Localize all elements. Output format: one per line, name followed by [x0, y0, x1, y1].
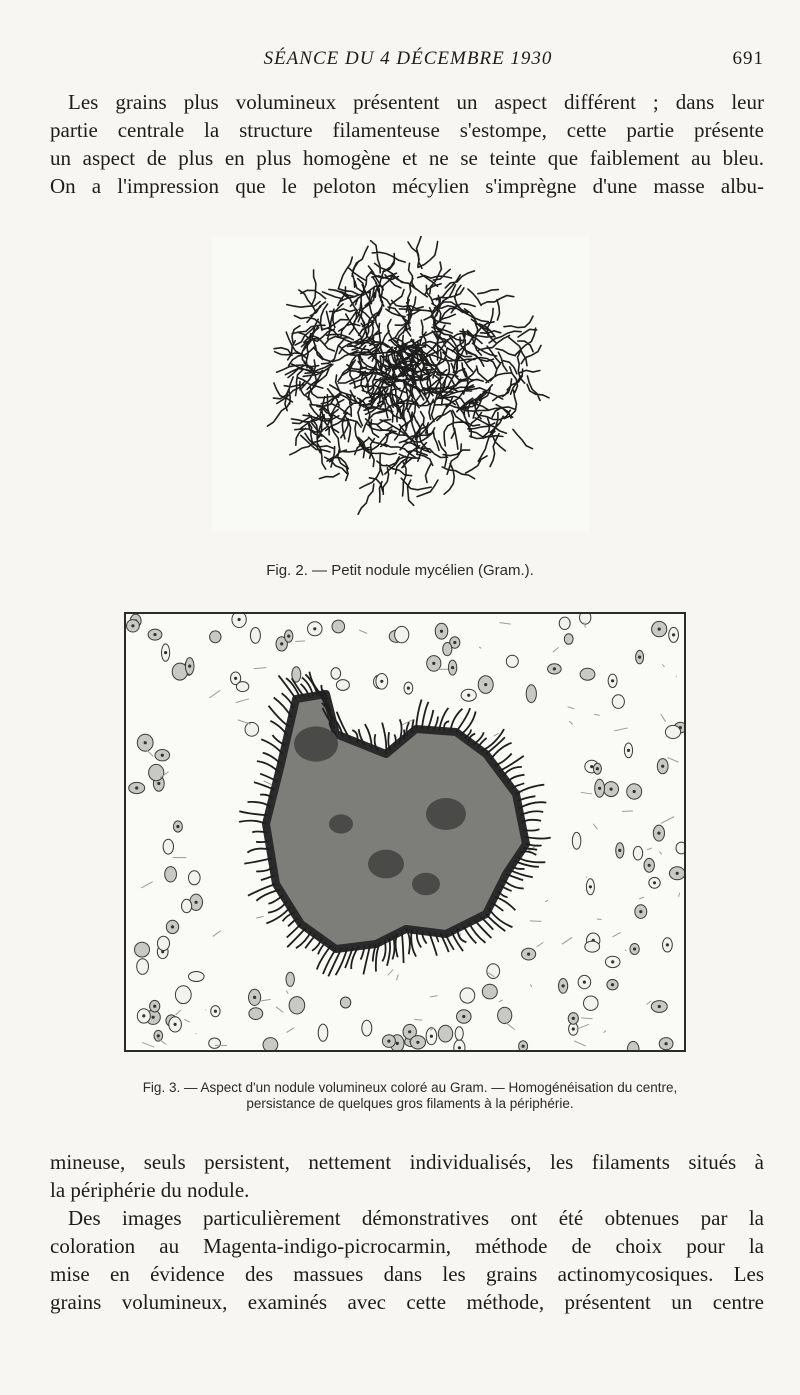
text-line: coloration au Magenta-indigo-picrocarmin, méthode de choix pour la: [50, 1234, 764, 1258]
running-title: SÉANCE DU 4 DÉCEMBRE 1930: [263, 48, 553, 69]
text-line: la périphérie du nodule.: [50, 1178, 250, 1202]
stained-nodule-micrograph: [126, 614, 684, 1050]
paragraph-bottom: [50, 1148, 764, 1316]
text-line: On a l'impression que le peloton mécylien s'imprègne d'une masse albu-: [50, 174, 764, 198]
dark-patch: [426, 798, 466, 830]
caption-line: Fig. 3. — Aspect d'un nodule volumineux coloré au Gram. — Homogénéisation du centre,: [142, 1080, 678, 1095]
figure-2-image: [212, 236, 590, 532]
page-number: 691: [732, 48, 764, 69]
figure-3-caption: [100, 1080, 720, 1112]
dark-patch: [412, 873, 440, 895]
text-line: Les grains plus volumineux présentent un aspect différent ; dans leur: [68, 90, 764, 114]
mycelial-nodule-drawing: [212, 236, 590, 532]
page-header: [52, 48, 764, 74]
dark-patch: [368, 850, 404, 879]
mycelium-filaments: [268, 236, 550, 514]
caption-line: persistance de quelques gros filaments à la périphérie.: [246, 1096, 574, 1111]
paragraph-top: [50, 88, 764, 200]
text-line: mineuse, seuls persistent, nettement individualisés, les filaments situés à: [50, 1150, 764, 1174]
dark-patch: [329, 814, 353, 833]
figure-3-image: [124, 612, 686, 1052]
dark-patch: [294, 726, 338, 761]
text-line: partie centrale la structure filamenteuse s'estompe, cette partie présente: [50, 118, 764, 142]
text-line: Des images particulièrement démonstratives ont été obtenues par la: [68, 1206, 764, 1230]
text-line: grains volumineux, examinés avec cette méthode, présentent un centre: [50, 1290, 764, 1314]
text-line: un aspect de plus en plus homogène et ne se teinte que faiblement au bleu.: [50, 146, 764, 170]
figure-2-caption: Fig. 2. — Petit nodule mycélien (Gram.).: [266, 562, 534, 579]
text-line: mise en évidence des massues dans les grains actinomycosiques. Les: [50, 1262, 764, 1286]
